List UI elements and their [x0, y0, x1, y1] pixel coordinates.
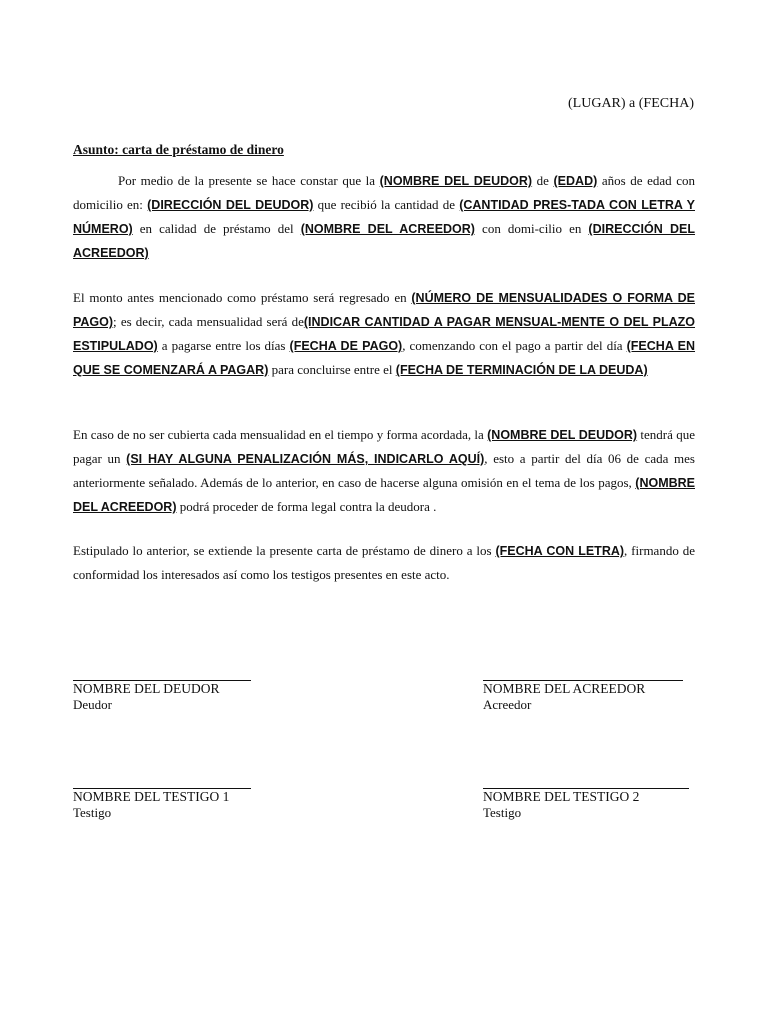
signature-block-witness-2 [483, 788, 689, 821]
signature-role: Deudor [73, 697, 112, 712]
signature-role: Testigo [483, 805, 522, 820]
paragraph-text: , firmando de conformidad los interesados así como los testigos presentes en este acto. [73, 543, 695, 582]
paragraph-repayment-terms [73, 286, 695, 382]
paragraph-text: ; es decir, cada mensualidad será de [113, 314, 304, 329]
signature-name: NOMBRE DEL ACREEDOR [483, 681, 646, 696]
placeholder-field-creditor-address: (DIRECCIÓN DEL ACREEDOR) [73, 222, 696, 260]
signature-block-witness-1 [73, 788, 251, 821]
placeholder-field-monthly-amount: (INDICAR CANTIDAD A PAGAR MENSUAL-MENTE O DEL PLAZO ESTIPULADO) [73, 315, 695, 353]
paragraph-text: a pagarse entre los días [157, 338, 290, 353]
signature-name: NOMBRE DEL DEUDOR [73, 681, 220, 696]
paragraph-text: En caso de no ser cubierta cada mensualidad en el tiempo y forma acordada, la [73, 427, 488, 442]
place-date-line: (LUGAR) a (FECHA) [568, 96, 694, 111]
paragraph-closing [73, 539, 695, 586]
placeholder-field-debtor-name: (NOMBRE DEL DEUDOR) [379, 174, 533, 188]
signature-role: Testigo [73, 805, 112, 820]
signature-block-creditor [483, 680, 683, 713]
signature-role: Acreedor [483, 697, 532, 712]
placeholder-field-end-date: (FECHA DE TERMINACIÓN DE LA DEUDA) [395, 363, 648, 377]
paragraph-text: tendrá que pagar un [73, 427, 695, 466]
signature-name: NOMBRE DEL TESTIGO 1 [73, 789, 230, 804]
paragraph-text: de [532, 173, 554, 188]
placeholder-field-debtor-name: (NOMBRE DEL DEUDOR) [487, 428, 638, 442]
paragraph-text: , comenzando con el pago a partir del día [402, 338, 627, 353]
paragraph-text: con domi-cilio en [474, 221, 589, 236]
subject-line: Asunto: carta de préstamo de dinero [73, 142, 284, 157]
signature-block-debtor [73, 680, 251, 713]
paragraph-penalty-terms [73, 423, 695, 519]
paragraph-text: Por medio de la presente se hace constar que la [118, 173, 380, 188]
placeholder-field-penalty: (SI HAY ALGUNA PENALIZACIÓN MÁS, INDICARLO AQUÍ) [126, 452, 485, 466]
placeholder-field-payment-date: (FECHA DE PAGO) [289, 339, 403, 353]
paragraph-loan-receipt [73, 169, 695, 265]
placeholder-field-creditor-name: (NOMBRE DEL ACREEDOR) [73, 476, 695, 514]
placeholder-field-creditor-name: (NOMBRE DEL ACREEDOR) [300, 222, 475, 236]
placeholder-field-debtor-address: (DIRECCIÓN DEL DEUDOR) [147, 198, 314, 212]
signature-name: NOMBRE DEL TESTIGO 2 [483, 789, 640, 804]
placeholder-field-installments: (NÚMERO DE MENSUALIDADES O FORMA DE PAGO) [73, 291, 695, 329]
paragraph-text: en calidad de préstamo del [132, 221, 301, 236]
placeholder-field-loan-amount: (CANTIDAD PRES-TADA CON LETRA Y NÚMERO) [73, 198, 695, 236]
paragraph-text: El monto antes mencionado como préstamo será regresado en [73, 290, 412, 305]
placeholder-field-start-date: (FECHA EN QUE SE COMENZARÁ A PAGAR) [73, 339, 696, 377]
placeholder-field-age: (EDAD) [553, 174, 598, 188]
paragraph-text: podrá proceder de forma legal contra la deudora . [176, 499, 437, 514]
placeholder-field-date-in-words: (FECHA CON LETRA) [495, 544, 625, 558]
paragraph-text: para concluirse entre el [268, 362, 396, 377]
paragraph-text: Estipulado lo anterior, se extiende la presente carta de préstamo de dinero a los [73, 543, 496, 558]
paragraph-text: años de edad con domicilio en: [73, 173, 695, 212]
paragraph-text: que recibió la cantidad de [313, 197, 460, 212]
paragraph-text: , esto a partir del día 06 de cada mes anteriormente señalado. Además de lo anterior, en caso de hacerse alguna omisión en el tema de los pagos, [73, 451, 695, 490]
